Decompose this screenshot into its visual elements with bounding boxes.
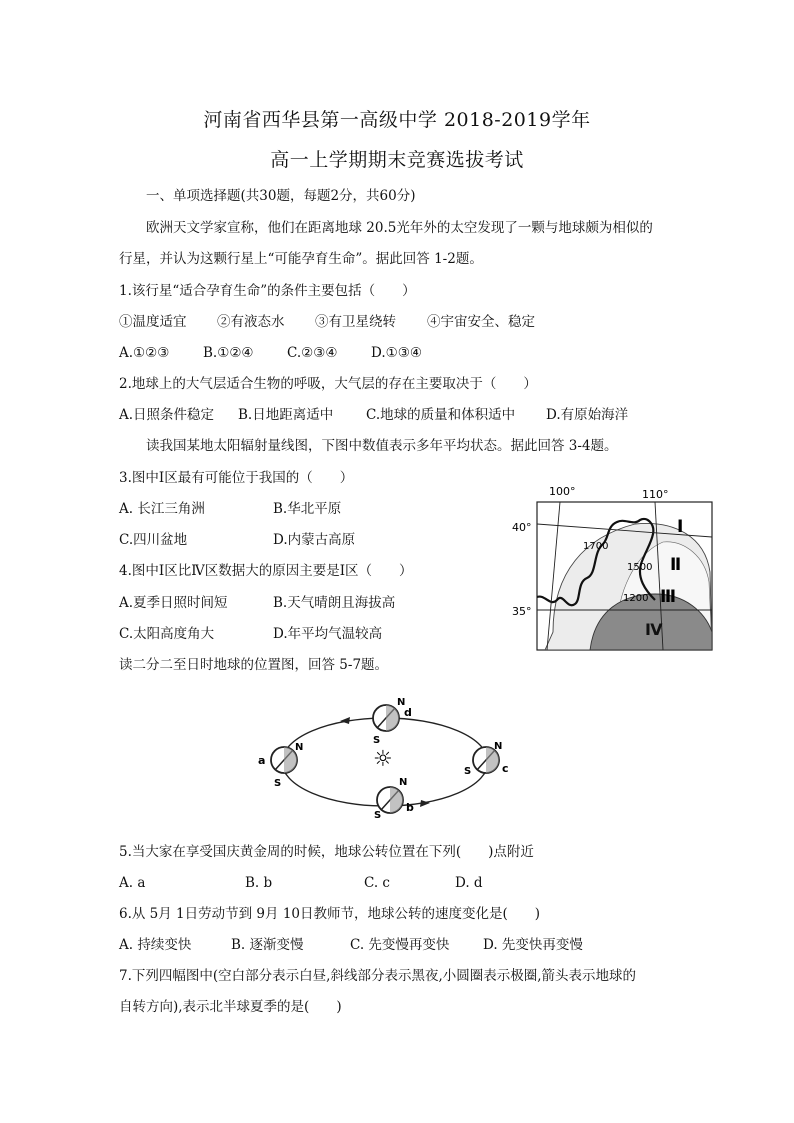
intro3: 读二分二至日时地球的位置图，回答 5-7题。: [119, 657, 389, 673]
question-1-option-a[interactable]: A.①②③: [119, 345, 170, 361]
earth-d-south: S: [373, 735, 381, 746]
question-7-stem-line1: 7.下列四幅图中(空白部分表示白昼,斜线部分表示黑夜,小圆圈表示极圈,箭头表示地球的: [119, 968, 637, 984]
question-5-stem: 5.当大家在享受国庆黄金周的时候，地球公转位置在下列( )点附近: [119, 844, 534, 860]
question-1-item-1: ①温度适宜: [119, 314, 187, 330]
question-2-option-b[interactable]: B.日地距离适中: [238, 407, 334, 423]
earth-b-south: S: [374, 810, 382, 821]
earth-orbit-diagram: [250, 690, 520, 825]
question-6-option-d[interactable]: D. 先变快再变慢: [483, 937, 583, 953]
earth-c-south: S: [464, 766, 472, 777]
question-4-option-c[interactable]: C.太阳高度角大: [119, 626, 215, 642]
earth-c-north: N: [494, 741, 503, 752]
lat-label-40: 40°: [512, 521, 532, 534]
question-1-option-b[interactable]: B.①②④: [203, 345, 254, 361]
exam-title-line1: 河南省西华县第一高级中学 2018-2019学年: [203, 109, 591, 131]
question-6-option-c[interactable]: C. 先变慢再变快: [350, 937, 450, 953]
earth-a-north: N: [295, 742, 304, 753]
question-4-option-a[interactable]: A.夏季日照时间短: [119, 595, 228, 611]
intro1-line1: 欧洲天文学家宣称，他们在距离地球 20.5光年外的太空发现了一颗与地球颇为相似的: [146, 220, 653, 236]
question-1-stem: 1.该行星“适合孕育生命”的条件主要包括（ ）: [119, 283, 416, 299]
zone-label-iii: Ⅲ: [660, 587, 677, 607]
question-3-option-b[interactable]: B.华北平原: [273, 501, 342, 517]
question-2-option-c[interactable]: C.地球的质量和体积适中: [366, 407, 516, 423]
question-3-stem: 3.图中Ⅰ区最有可能位于我国的（ ）: [119, 470, 354, 486]
isoline-label-1200: 1200: [623, 593, 649, 604]
question-1-option-d[interactable]: D.①③④: [371, 345, 422, 361]
lon-label-100: 100°: [549, 485, 576, 498]
orbit-arrow-top: [340, 717, 350, 724]
intro2: 读我国某地太阳辐射量线图，下图中数值表示多年平均状态。据此回答 3-4题。: [146, 438, 618, 454]
position-label-d: d: [404, 706, 412, 719]
question-3-option-d[interactable]: D.内蒙古高原: [273, 532, 356, 548]
question-2-stem: 2.地球上的大气层适合生物的呼吸，大气层的存在主要取决于（ ）: [119, 376, 537, 392]
earth-a-south: S: [274, 778, 282, 789]
question-2-option-d[interactable]: D.有原始海洋: [546, 407, 629, 423]
question-2-option-a[interactable]: A.日照条件稳定: [119, 407, 215, 423]
question-6-stem: 6.从 5月 1日劳动节到 9月 10日教师节，地球公转的速度变化是( ): [119, 906, 541, 922]
question-5-option-a[interactable]: A. a: [119, 875, 146, 891]
question-6-option-b[interactable]: B. 逐渐变慢: [231, 937, 304, 953]
question-4-stem: 4.图中Ⅰ区比Ⅳ区数据大的原因主要是Ⅰ区（ ）: [119, 563, 413, 579]
position-label-b: b: [406, 801, 414, 814]
lat-label-35: 35°: [512, 605, 532, 618]
question-7-stem-line2: 自转方向),表示北半球夏季的是( ): [119, 999, 342, 1015]
question-5-option-d[interactable]: D. d: [455, 875, 483, 891]
question-4-option-b[interactable]: B.天气晴朗且海拔高: [273, 595, 396, 611]
intro1-line2: 行星，并认为这颗行星上“可能孕育生命”。据此回答 1-2题。: [119, 251, 483, 267]
position-label-c: c: [502, 762, 509, 775]
exam-title-line2: 高一上学期期末竞赛选拔考试: [270, 149, 524, 171]
sun-icon: ☼: [373, 747, 393, 772]
orbit-arrow-bottom: [420, 800, 430, 807]
position-label-a: a: [258, 754, 266, 767]
zone-label-ii: Ⅱ: [670, 555, 682, 575]
earth-position-a: [271, 747, 297, 773]
question-4-option-d[interactable]: D.年平均气温较高: [273, 626, 383, 642]
isoline-label-1500: 1500: [627, 562, 653, 573]
lon-label-110: 110°: [642, 488, 669, 501]
question-1-option-c[interactable]: C.②③④: [287, 345, 338, 361]
solar-radiation-map: [505, 482, 715, 652]
zone-label-iv: Ⅳ: [645, 620, 663, 639]
section-heading: 一、单项选择题(共30题，每题2分，共60分): [146, 188, 416, 204]
question-3-option-a[interactable]: A. 长江三角洲: [119, 501, 205, 517]
earth-position-d: [373, 705, 399, 731]
zone-label-i: Ⅰ: [677, 517, 684, 537]
question-5-option-c[interactable]: C. c: [364, 875, 390, 891]
question-1-item-4: ④宇宙安全、稳定: [427, 314, 535, 330]
earth-d-north: N: [397, 697, 406, 708]
question-6-option-a[interactable]: A. 持续变快: [119, 937, 192, 953]
question-5-option-b[interactable]: B. b: [245, 875, 273, 891]
question-1-item-2: ②有液态水: [217, 314, 285, 330]
earth-b-north: N: [399, 777, 408, 788]
question-3-option-c[interactable]: C.四川盆地: [119, 532, 188, 548]
question-1-item-3: ③有卫星绕转: [315, 314, 396, 330]
isoline-label-1700: 1700: [583, 541, 609, 552]
